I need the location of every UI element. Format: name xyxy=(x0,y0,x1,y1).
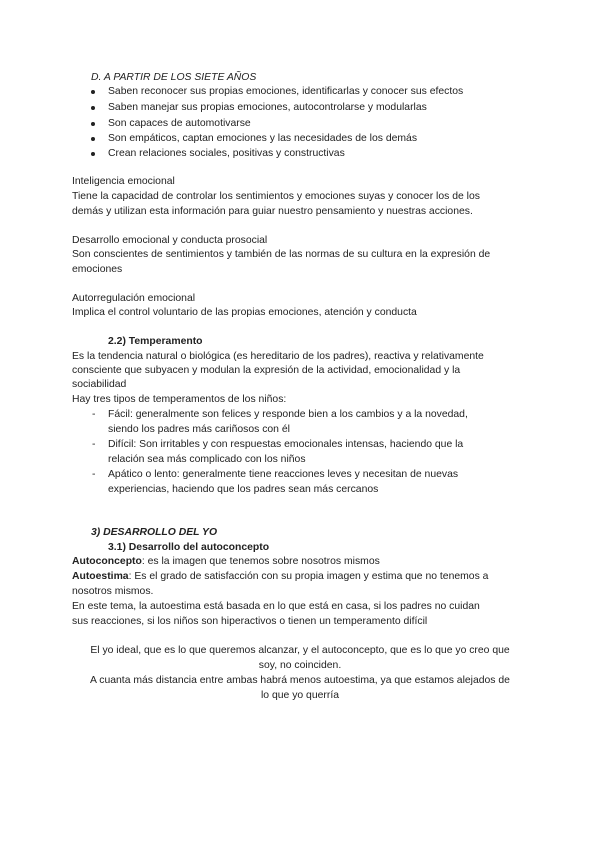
inteligencia-line: Tiene la capacidad de controlar los sentimientos y emociones suyas y conocer los de los xyxy=(72,191,480,202)
centered-paragraph-line: soy, no coinciden. xyxy=(258,660,342,671)
temperament-type-line: experiencias, haciendo que los padres sean más cercanos xyxy=(108,484,379,495)
temperament-type-line: relación sea más complicado con los niños xyxy=(108,454,306,465)
temperamento-line: Es la tendencia natural o biológica (es hereditario de los padres), reactiva y relativamente xyxy=(72,351,484,362)
autoestima-definition: : Es el grado de satisfacción con su propia imagen y estima que no tenemos a xyxy=(128,571,489,582)
autoconcepto-subheading: 3.1) Desarrollo del autoconcepto xyxy=(108,542,270,553)
autoconcepto-definition: : es la imagen que tenemos sobre nosotros mismos xyxy=(141,556,380,567)
inteligencia-line: demás y utilizan esta información para guiar nuestro pensamiento y nuestras acciones. xyxy=(72,206,473,217)
bullet-item: Saben manejar sus propias emociones, autocontrolarse y modularlas xyxy=(108,102,427,113)
dash-marker: - xyxy=(92,469,96,480)
centered-paragraph-line: El yo ideal, que es lo que queremos alcanzar, y el autoconcepto, que es lo que yo creo que xyxy=(90,645,510,656)
temperamento-line: sociabilidad xyxy=(72,379,127,390)
desarrollo-emocional-line: emociones xyxy=(72,264,123,275)
bullet-dot xyxy=(91,137,95,141)
bullet-dot xyxy=(91,90,95,94)
desarrollo-emocional-title: Desarrollo emocional y conducta prosocial xyxy=(72,235,268,246)
bullet-item: Crean relaciones sociales, positivas y constructivas xyxy=(108,148,345,159)
temperament-type-line: siendo los padres más cariñosos con él xyxy=(108,424,290,435)
dash-marker: - xyxy=(92,439,96,450)
autoestima-term: Autoestima xyxy=(72,571,129,582)
inteligencia-title: Inteligencia emocional xyxy=(72,176,175,187)
bullet-dot xyxy=(91,106,95,110)
bullet-item: Saben reconocer sus propias emociones, identificarlas y conocer sus efectos xyxy=(108,86,464,97)
bullet-dot xyxy=(91,152,95,156)
bullet-dot xyxy=(91,122,95,126)
desarrollo-emocional-line: Son conscientes de sentimientos y también de las normas de su cultura en la expresión de xyxy=(72,249,491,260)
autoconcepto-line xyxy=(72,555,380,569)
tema-line: sus reacciones, si los niños son hiperactivos o tienen un temperamento difícil xyxy=(72,616,428,627)
desarrollo-yo-heading: 3) DESARROLLO DEL YO xyxy=(91,527,218,538)
bullet-item: Son capaces de automotivarse xyxy=(108,118,251,129)
autorregulacion-line: Implica el control voluntario de las propias emociones, atención y conducta xyxy=(72,307,417,318)
temperament-type-line: Fácil: generalmente son felices y responde bien a los cambios y a la novedad, xyxy=(108,409,468,420)
autoestima-line: nosotros mismos. xyxy=(72,586,154,597)
centered-paragraph-line: lo que yo querría xyxy=(261,690,339,701)
temperament-type-line: Difícil: Son irritables y con respuestas emocionales intensas, haciendo que la xyxy=(108,439,464,450)
dash-marker: - xyxy=(92,409,96,420)
temperament-type-line: Apático o lento: generalmente tiene reacciones leves y necesitan de nuevas xyxy=(108,469,459,480)
centered-paragraph-line: A cuanta más distancia entre ambas habrá menos autoestima, ya que estamos alejados de xyxy=(90,675,510,686)
tema-line: En este tema, la autoestima está basada en lo que está en casa, si los padres no cuidan xyxy=(72,601,480,612)
temperamento-heading: 2.2) Temperamento xyxy=(108,336,203,347)
temperamento-line: Hay tres tipos de temperamentos de los niños: xyxy=(72,394,287,405)
autoconcepto-term: Autoconcepto xyxy=(72,556,142,567)
autorregulacion-title: Autorregulación emocional xyxy=(72,293,196,304)
temperamento-line: consciente que subyacen y modulan la expresión de la actividad, emocionalidad y la xyxy=(72,365,461,376)
section-d-heading: D. A PARTIR DE LOS SIETE AÑOS xyxy=(91,72,257,83)
bullet-item: Son empáticos, captan emociones y las necesidades de los demás xyxy=(108,133,418,144)
autoestima-line xyxy=(72,570,488,584)
